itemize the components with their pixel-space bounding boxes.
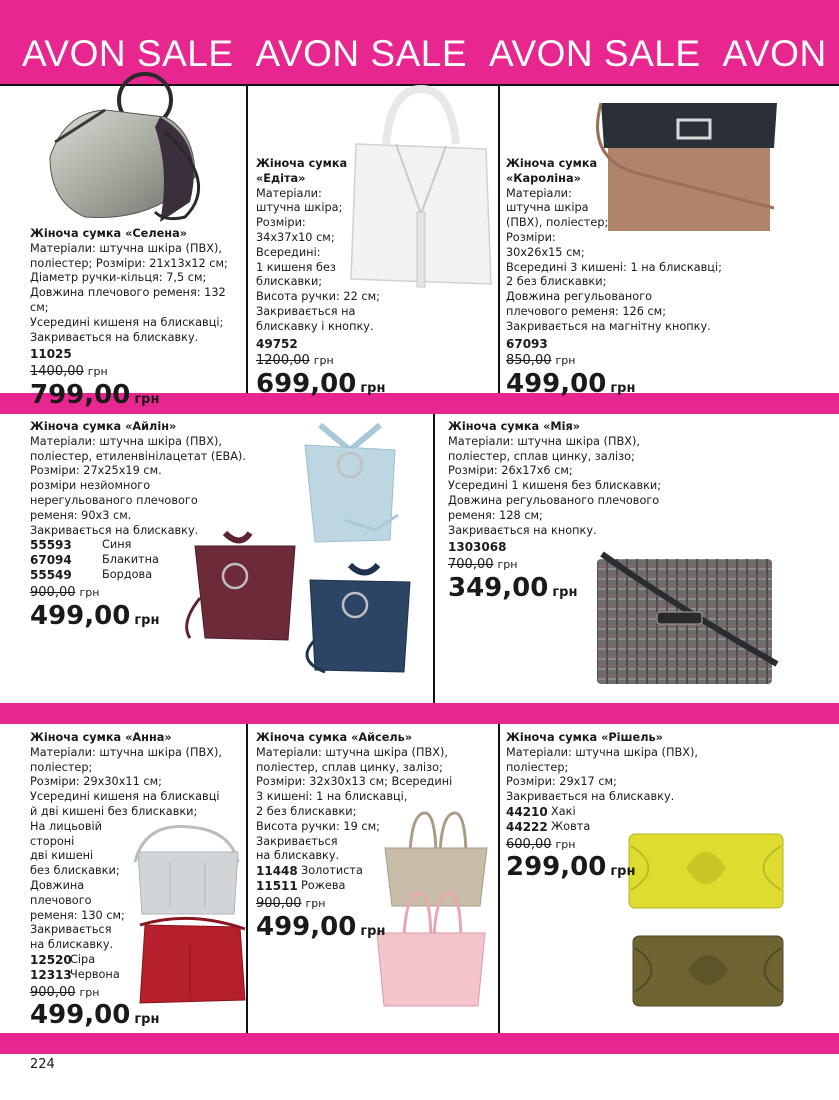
variant-color: Сіра (70, 952, 96, 966)
product-detail: плечового ременя: 126 см; (506, 304, 667, 318)
product-detail: Розміри: 29x30x11 см; (30, 775, 162, 789)
currency: грн (305, 896, 326, 910)
product-detail: розміри незйомного (30, 479, 151, 493)
currency: грн (79, 585, 100, 599)
product-detail: 2 без блискавки; (506, 275, 607, 289)
new-price-value: 699,00 (256, 369, 357, 400)
variant-color: Золотиста (301, 864, 363, 878)
product-detail: поліестер, сплав цинку, залізо; (448, 449, 635, 463)
product-detail: Закривається на блискавку. (506, 790, 675, 804)
product-detail: на блискавку. (30, 938, 114, 952)
old-price (256, 353, 496, 369)
product-detail: штучна шкіра; (256, 201, 343, 215)
product-title: Жіноча сумка «Мія» (448, 420, 581, 433)
currency: грн (313, 354, 334, 368)
variant-row (256, 879, 496, 894)
product-detail: Довжина плечового ременя: 132 см; (30, 286, 226, 314)
variant-row (30, 553, 290, 568)
currency: грн (610, 381, 636, 397)
product-detail: нерегульованого плечового (30, 493, 198, 507)
product-detail: Матеріали: (256, 186, 322, 200)
product-detail: Усередині кишеня на блискавці; (30, 315, 224, 329)
product-detail: блискавку і кнопку. (256, 319, 374, 333)
variant-row (30, 538, 290, 553)
old-price-value: 900,00 (256, 895, 302, 911)
banner-word: AVON (722, 33, 827, 74)
product-detail: ременя: 90x3 см. (30, 508, 132, 522)
page-number: 224 (30, 1057, 55, 1072)
currency: грн (552, 584, 578, 600)
product-detail: Матеріали: штучна шкіра (ПВХ), (256, 745, 448, 759)
product-detail: 3 кишені: 1 на блискавці, (256, 790, 408, 804)
new-price (506, 369, 836, 404)
product-code: 1303068 (448, 540, 507, 555)
variant-code: 67094 (30, 553, 72, 568)
product-detail: Закривається на кнопку. (448, 523, 597, 537)
currency: грн (497, 558, 518, 572)
product-detail: Матеріали: штучна шкіра (ПВХ), (506, 745, 698, 759)
divider (433, 414, 435, 703)
new-price-value: 799,00 (30, 379, 131, 410)
new-price-value: 499,00 (256, 911, 357, 942)
product-detail: Закривається на магнітну кнопку. (506, 319, 711, 333)
separator-band (0, 1033, 839, 1054)
product-detail: Висота ручки: 19 см; (256, 819, 380, 833)
product-code: 11025 (30, 347, 72, 362)
ailin-navy-bag-image (300, 560, 415, 680)
old-price (30, 364, 245, 380)
product-detail: Закривається (30, 923, 112, 937)
banner-word: AVON SALE (489, 33, 701, 74)
variant-color: Синя (102, 538, 132, 552)
product-detail: дві кишені (30, 849, 94, 863)
product-detail: Усередині кишеня на блискавці (30, 790, 220, 804)
product-detail: без блискавки; (30, 864, 120, 878)
product-detail: Усередині 1 кишеня без блискавки; (448, 479, 662, 493)
variant-code: 55593 (30, 538, 72, 553)
variant-code: 44222 (506, 819, 548, 834)
product-detail: Матеріали: штучна шкіра (ПВХ), (30, 745, 222, 759)
product-detail: плечового (30, 893, 92, 907)
product-karolina (506, 157, 836, 404)
product-detail: Діаметр ручки-кільця: 7,5 см; (30, 271, 207, 285)
variant-code: 55549 (30, 567, 72, 582)
old-price (256, 896, 496, 912)
product-detail: поліестер; Розміри: 21x13x12 см; (30, 256, 228, 270)
divider (246, 84, 248, 393)
old-price-value: 1200,00 (256, 353, 310, 369)
product-detail: Довжина (30, 878, 85, 892)
new-price (256, 912, 496, 947)
product-detail: й дві кишені без блискавки; (30, 804, 198, 818)
product-detail: Матеріали: (506, 186, 572, 200)
product-detail: ременя: 130 см; (30, 908, 125, 922)
product-detail: Закривається на блискавку. (30, 523, 199, 537)
product-detail: Розміри: 26x17x6 см; (448, 464, 573, 478)
product-detail: поліестер; (30, 760, 93, 774)
variant-code: 11448 (256, 864, 298, 879)
product-detail: Розміри: 32x30x13 см; Всередині (256, 775, 453, 789)
variant-color: Бордова (102, 567, 153, 581)
old-price-value: 850,00 (506, 353, 552, 369)
product-detail: Матеріали: штучна шкіра (ПВХ), (30, 241, 222, 255)
product-title: Жіноча сумка «Селена» (30, 227, 188, 240)
product-detail: поліестер; (506, 760, 569, 774)
product-detail: 34x37x10 см; (256, 230, 335, 244)
variant-code: 44210 (506, 804, 548, 819)
product-title: Жіноча сумка «Едіта» (256, 157, 348, 185)
banner-word: AVON SALE (22, 33, 234, 74)
product-title: Жіноча сумка «Кароліна» (506, 157, 598, 185)
currency: грн (360, 923, 386, 939)
banner-word: AVON SALE (255, 33, 468, 74)
product-code: 67093 (506, 336, 548, 351)
variant-row (506, 820, 836, 835)
product-detail: На лицьовій (30, 819, 102, 833)
product-title: Жіноча сумка «Айсель» (256, 731, 413, 744)
currency: грн (134, 1012, 160, 1028)
product-detail: поліестер, етиленвінілацетат (EBA). (30, 449, 246, 463)
product-detail: блискавки; (256, 275, 323, 289)
product-detail: ременя: 128 см; (448, 508, 543, 522)
currency: грн (134, 391, 160, 407)
product-detail: штучна шкіра (506, 201, 589, 215)
old-price-value: 600,00 (506, 836, 552, 852)
product-detail: Висота ручки: 22 см; (256, 290, 380, 304)
product-detail: 1 кишеня без (256, 260, 336, 274)
variant-row (506, 805, 836, 820)
old-price-value: 700,00 (448, 557, 494, 573)
currency: грн (360, 381, 386, 397)
currency: грн (555, 837, 576, 851)
variant-color: Хакі (551, 804, 576, 818)
separator-band (0, 703, 839, 724)
product-mia (448, 420, 778, 608)
rishel-khaki-clutch-image (630, 928, 786, 1010)
product-title: Жіноча сумка «Анна» (30, 731, 172, 744)
variant-color: Рожева (301, 878, 346, 892)
new-price (30, 1000, 245, 1035)
variant-color: Червона (70, 967, 120, 981)
product-title: Жіноча сумка «Рішель» (506, 731, 663, 744)
currency: грн (610, 864, 636, 880)
banner-text (22, 32, 839, 76)
new-price-value: 349,00 (448, 572, 549, 603)
new-price-value: 499,00 (506, 369, 607, 400)
variant-color: Жовта (551, 819, 591, 833)
new-price-value: 299,00 (506, 852, 607, 883)
product-detail: Довжина регульованого плечового (448, 493, 660, 507)
product-detail: Всередині 3 кишені: 1 на блискавці; (506, 260, 722, 274)
product-detail: Розміри: (506, 230, 556, 244)
product-detail: Розміри: (256, 216, 306, 230)
variant-row (30, 568, 290, 583)
product-title: Жіноча сумка «Айлін» (30, 420, 177, 433)
old-price-value: 900,00 (30, 584, 76, 600)
old-price (30, 585, 290, 601)
old-price-value: 900,00 (30, 984, 76, 1000)
old-price-value: 1400,00 (30, 364, 84, 380)
variant-row (30, 968, 245, 983)
new-price (256, 369, 496, 404)
variant-code: 12313 (30, 967, 72, 982)
new-price (506, 852, 836, 887)
new-price-value: 499,00 (30, 600, 131, 631)
divider (498, 84, 500, 393)
selena-bag-image (45, 72, 210, 227)
variant-color: Блакитна (102, 553, 159, 567)
product-detail: Розміри: 29x17 см; (506, 775, 617, 789)
product-detail: поліестер, сплав цинку, залізо; (256, 760, 443, 774)
divider (498, 724, 500, 1033)
ailin-blue-light-bag-image (300, 420, 400, 550)
product-detail: Всередині: (256, 245, 321, 259)
product-ailin (30, 420, 290, 636)
product-detail: Довжина регульованого (506, 290, 653, 304)
product-aisel (256, 731, 496, 947)
product-selena (30, 227, 245, 415)
variant-row (30, 953, 245, 968)
new-price (30, 601, 290, 636)
product-detail: 2 без блискавки; (256, 804, 357, 818)
old-price (448, 557, 778, 573)
product-detail: Розміри: 27x25x19 см. (30, 464, 162, 478)
product-detail: на блискавку. (256, 849, 340, 863)
new-price-value: 499,00 (30, 1000, 131, 1031)
old-price (30, 985, 245, 1001)
product-code: 49752 (256, 336, 298, 351)
product-edita (256, 157, 496, 404)
variant-row (256, 864, 496, 879)
new-price (30, 380, 245, 415)
product-detail: Закривається (256, 834, 338, 848)
product-detail: 30x26x15 см; (506, 245, 585, 259)
product-detail: Закривається на (256, 304, 356, 318)
product-detail: Закривається на блискавку. (30, 330, 199, 344)
currency: грн (87, 365, 108, 379)
old-price (506, 837, 836, 853)
product-detail: Матеріали: штучна шкіра (ПВХ), (30, 434, 222, 448)
old-price (506, 353, 836, 369)
product-detail: стороні (30, 834, 75, 848)
product-anna (30, 731, 245, 1035)
currency: грн (134, 612, 160, 628)
currency: грн (555, 354, 576, 368)
product-detail: (ПВХ), поліестер; (506, 216, 609, 230)
variant-code: 11511 (256, 878, 298, 893)
currency: грн (79, 985, 100, 999)
product-rishel (506, 731, 836, 887)
product-detail: Матеріали: штучна шкіра (ПВХ), (448, 434, 640, 448)
variant-code: 12520 (30, 952, 72, 967)
new-price (448, 573, 778, 608)
